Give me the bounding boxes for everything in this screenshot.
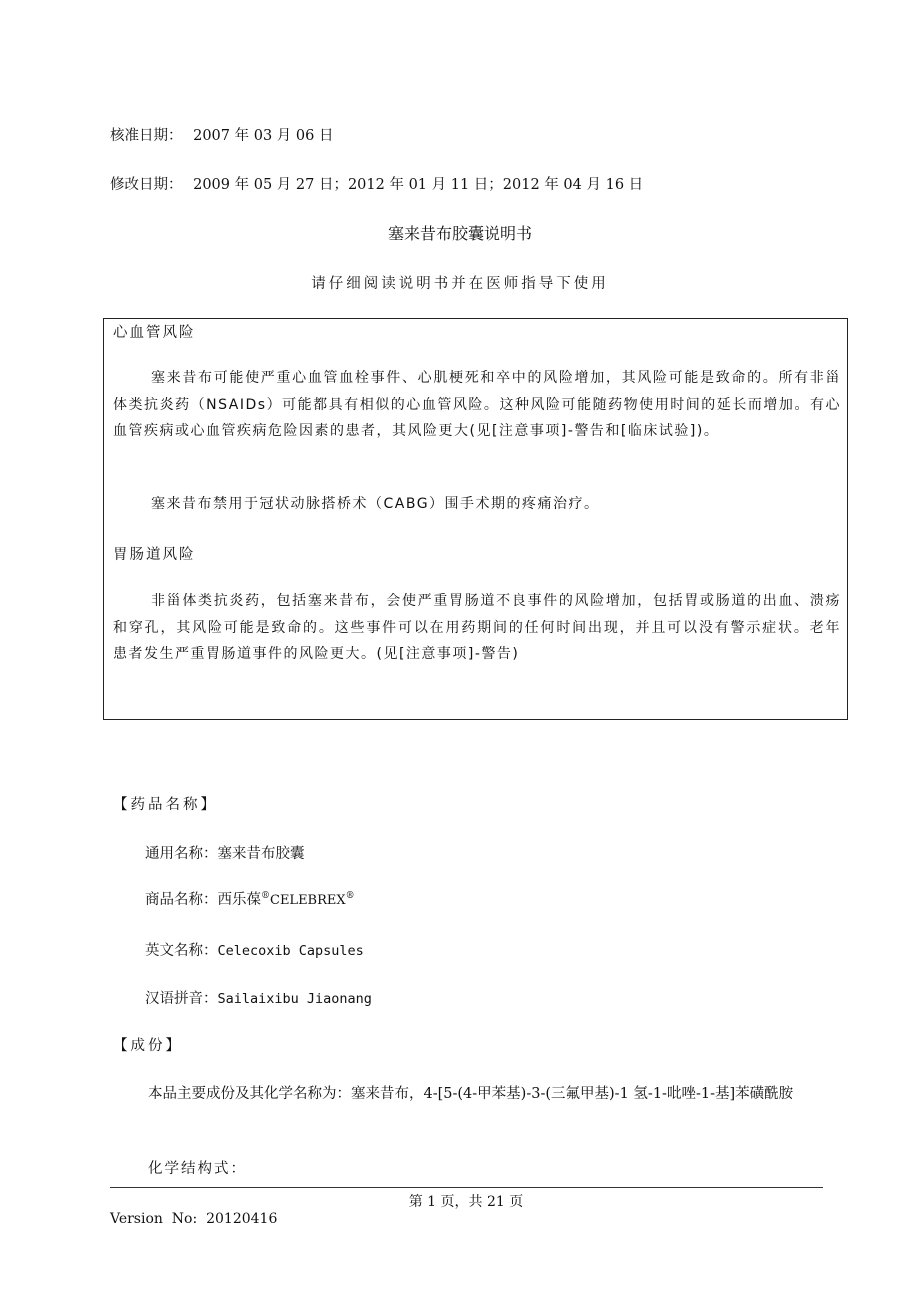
cardio-risk-paragraph-2: 塞来昔布禁用于冠状动脉搭桥术（CABG）围手术期的疼痛治疗。 xyxy=(151,496,600,512)
revision-date-value: 2009 年 05 月 27 日；2012 年 01 月 11 日；2012 年 04 月 16 日 xyxy=(193,177,644,193)
registered-mark-2: ® xyxy=(345,891,355,902)
drug-name-heading: 【药品名称】 xyxy=(113,797,218,813)
english-name-row xyxy=(145,939,364,960)
trade-name-label: 商品名称： xyxy=(145,892,218,908)
trade-name-row xyxy=(145,888,355,909)
cardio-risk-heading: 心血管风险 xyxy=(113,325,196,341)
chemical-structure-label: 化学结构式： xyxy=(148,1161,247,1177)
composition-text: 本品主要成份及其化学名称为：塞来昔布，4-[5-(4-甲苯基)-3-(三氟甲基)-1 氢-1-吡唑-1-基]苯磺酰胺 xyxy=(148,1086,794,1102)
document-subtitle: 请仔细阅读说明书并在医师指导下使用 xyxy=(311,276,609,292)
revision-date xyxy=(110,173,643,194)
cardio-risk-paragraph-1: 塞来昔布可能使严重心血管血栓事件、心肌梗死和卒中的风险增加，其风险可能是致命的。所有非甾体类抗炎药（NSAIDs）可能都具有相似的心血管风险。这种风险可能随药物使用时间的延长而增加。有心血管疾病或心血管疾病危险因素的患者，其风险更大(见[注意事项]-警告和[临床试验])。 xyxy=(113,370,841,439)
registered-mark-1: ® xyxy=(261,891,270,902)
trade-name-en: CELEBREX xyxy=(270,893,346,908)
approval-date xyxy=(110,124,333,145)
version-number: Version No: 20120416 xyxy=(110,1211,278,1227)
revision-date-label: 修改日期： xyxy=(110,177,183,193)
gi-risk-paragraph: 非甾体类抗炎药，包括塞来昔布，会使严重胃肠道不良事件的风险增加，包括胃或肠道的出血、溃疡和穿孔，其风险可能是致命的。这些事件可以在用药期间的任何时间出现，并且可以没有警示症状。老年患者发生严重胃肠道事件的风险更大。(见[注意事项]-警告) xyxy=(113,593,841,662)
gi-risk-heading: 胃肠道风险 xyxy=(113,547,196,563)
pinyin-name-row xyxy=(145,987,372,1008)
pinyin-name-label: 汉语拼音： xyxy=(145,991,218,1007)
english-name-label: 英文名称： xyxy=(145,943,218,959)
trade-name-cn: 西乐葆 xyxy=(217,892,261,908)
boxed-warning xyxy=(103,318,848,720)
approval-date-value: 2007 年 03 月 06 日 xyxy=(193,128,334,144)
generic-name-row xyxy=(145,842,305,863)
approval-date-label: 核准日期： xyxy=(110,128,183,144)
composition-heading: 【成份】 xyxy=(113,1038,183,1054)
generic-name-value: 塞来昔布胶囊 xyxy=(217,846,305,862)
pinyin-name-value: Sailaixibu Jiaonang xyxy=(217,991,372,1007)
footer-divider xyxy=(110,1187,823,1188)
generic-name-label: 通用名称： xyxy=(145,846,218,862)
english-name-value: Celecoxib Capsules xyxy=(217,943,364,959)
document-title: 塞来昔布胶囊说明书 xyxy=(387,224,532,243)
page-number: 第 1 页，共 21 页 xyxy=(408,1194,524,1210)
